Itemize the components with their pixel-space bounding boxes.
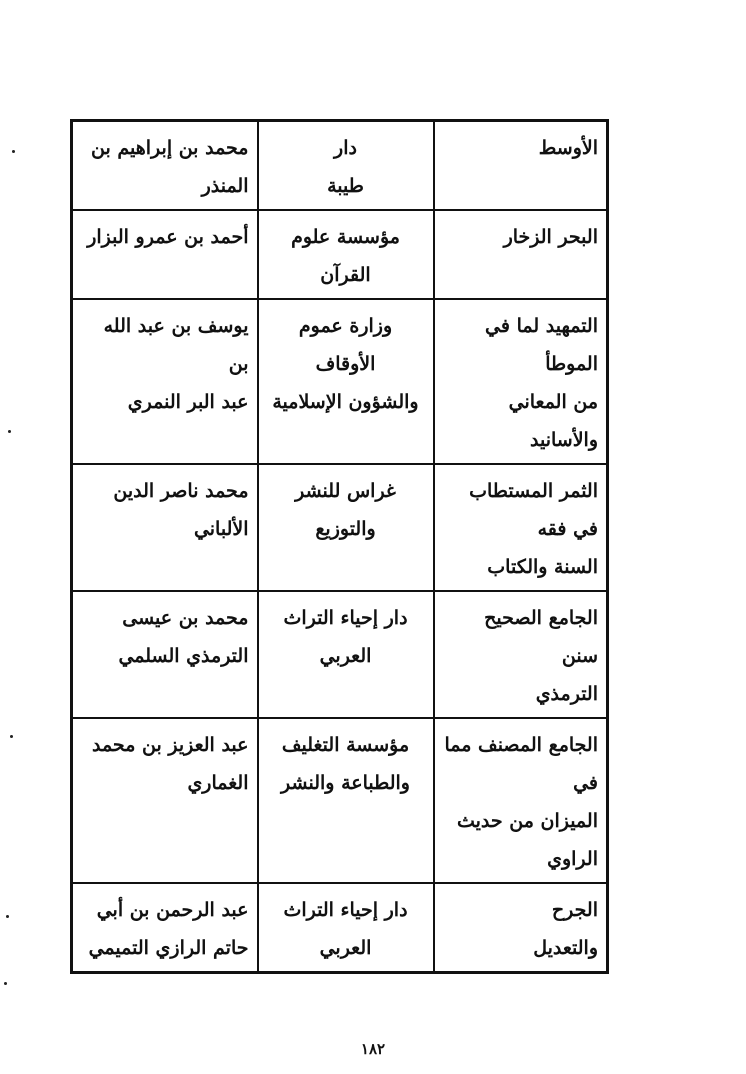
book-title: الجامع الصحيح سنن الترمذي [484, 607, 598, 705]
publisher-name: دار طيبة [327, 137, 364, 197]
publisher-name: دار إحياء التراث العربي [283, 607, 408, 667]
publisher-name: وزارة عموم الأوقاف والشؤون الإسلامية [272, 315, 419, 413]
book-cell [434, 718, 608, 883]
publisher-cell [258, 718, 434, 883]
table-row [72, 591, 608, 718]
author-cell [72, 121, 258, 211]
author-cell [72, 299, 258, 464]
author-name: عبد الرحمن بن أبي حاتم الرازي التميمي [88, 899, 249, 959]
scan-speck [8, 430, 11, 433]
publisher-cell [258, 464, 434, 591]
author-name: أحمد بن عمرو البزار [87, 226, 249, 248]
author-cell [72, 591, 258, 718]
table-row [72, 299, 608, 464]
table-row [72, 121, 608, 211]
book-title: الجامع المصنف مما في الميزان من حديث الراوي [444, 734, 598, 870]
scan-speck [12, 150, 15, 153]
publisher-cell [258, 883, 434, 973]
table-row [72, 464, 608, 591]
table-row [72, 883, 608, 973]
book-cell [434, 464, 608, 591]
publisher-cell [258, 210, 434, 299]
author-name: عبد العزيز بن محمد الغماري [91, 734, 249, 794]
book-title: البحر الزخار [503, 226, 598, 248]
book-cell [434, 121, 608, 211]
publisher-cell [258, 591, 434, 718]
book-cell [434, 210, 608, 299]
author-name: محمد ناصر الدين الألباني [113, 480, 249, 540]
book-cell [434, 299, 608, 464]
table-row [72, 718, 608, 883]
scan-speck [4, 982, 7, 985]
book-title: التمهيد لما في الموطأ من المعاني والأسانيد [485, 315, 598, 451]
publisher-name: دار إحياء التراث العربي [283, 899, 408, 959]
book-title: الأوسط [538, 137, 598, 159]
author-name: محمد بن إبراهيم بن المنذر [91, 137, 249, 197]
scan-speck [6, 915, 9, 918]
book-cell [434, 591, 608, 718]
author-name: محمد بن عيسى الترمذي السلمي [118, 607, 249, 667]
author-cell [72, 883, 258, 973]
author-name: يوسف بن عبد الله بن عبد البر النمري [103, 315, 249, 413]
table-row [72, 210, 608, 299]
publisher-cell [258, 121, 434, 211]
book-cell [434, 883, 608, 973]
author-cell [72, 718, 258, 883]
author-cell [72, 464, 258, 591]
author-cell [72, 210, 258, 299]
page-number: ١٨٢ [360, 1040, 386, 1058]
publisher-cell [258, 299, 434, 464]
references-table [70, 119, 609, 974]
book-title: الثمر المستطاب في فقه السنة والكتاب [469, 480, 598, 578]
book-title: الجرح والتعديل [533, 899, 598, 959]
publisher-name: مؤسسة علوم القرآن [291, 226, 400, 286]
scan-speck [10, 735, 13, 738]
publisher-name: مؤسسة التغليف والطباعة والنشر [281, 734, 410, 794]
publisher-name: غراس للنشر والتوزيع [295, 480, 396, 540]
